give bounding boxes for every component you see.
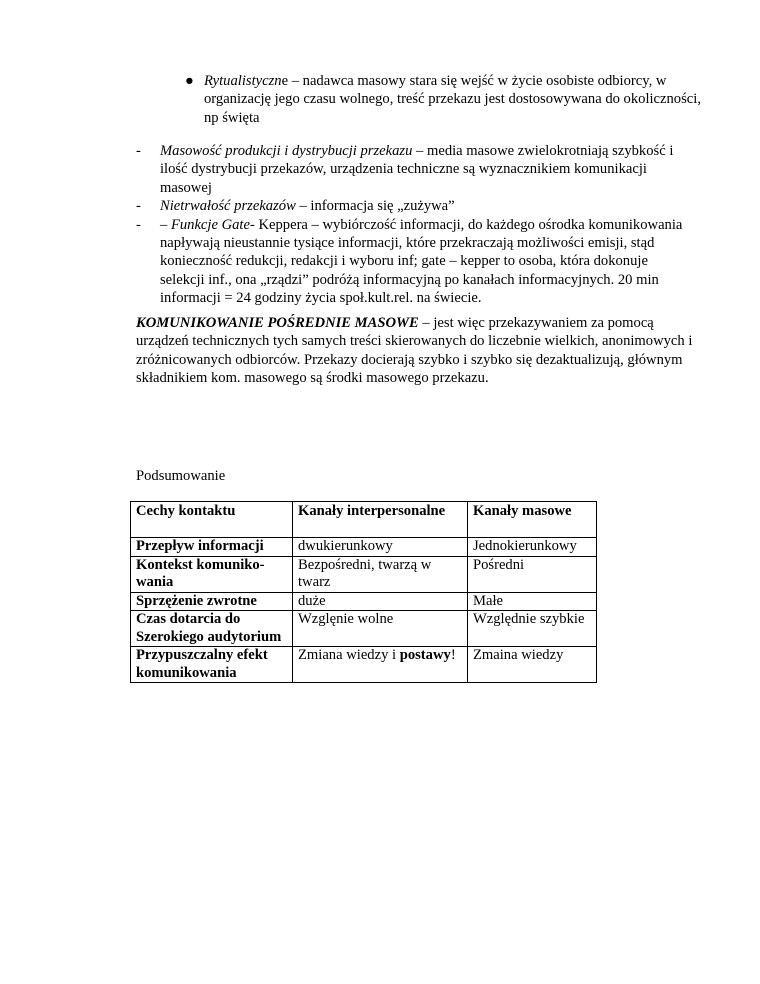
dash-marker: -	[136, 216, 141, 233]
table-row	[131, 556, 597, 592]
dash-marker: -	[136, 198, 141, 215]
interpersonal-text: Zmiana wiedzy i	[298, 647, 400, 663]
interpersonal-bold-text: postawy	[399, 647, 451, 663]
table-header-row	[131, 502, 597, 538]
table-row	[131, 538, 597, 557]
list-item-text: – informacja się „zużywa”	[295, 198, 455, 215]
list-item-term: Masowość produkcji i dystrybucji przekazu	[160, 143, 413, 159]
interpersonal-suffix: !	[450, 647, 456, 663]
bullet-item-rytualistyczne	[185, 72, 704, 127]
feature-cell: Przypuszczalny efekt komunikowania	[131, 647, 293, 683]
list-item-term: – Funkcje Gate-	[160, 216, 255, 233]
list-item-term: Nietrwałość przekazów	[160, 198, 296, 215]
header-cell-features: Cechy kontaktu	[131, 502, 293, 538]
interpersonal-cell: Wzglęnie wolne	[293, 611, 468, 647]
feature-list	[136, 142, 696, 308]
mass-cell: Małe	[468, 592, 597, 611]
list-item-text: Keppera – wybiórczość informacji, do każdego ośrodka komunikowania napływają nieustannie tysiące informacji, które przekraczają możliwości emisji, stąd konieczność redukcji, redakcji i wyboru inf; gate – kepper to osoba, która dokonuje selekcji inf., ona „rządzi” podróżą informacyjną po kanałach informacyjnych. 20 min informacji = 24 godziny życia społ.kult.rel. na świecie.	[160, 216, 683, 307]
table-row	[131, 611, 597, 647]
summary-table	[130, 501, 597, 683]
mass-term: KOMUNIKOWANIE POŚREDNIE MASOWE	[136, 315, 419, 331]
feature-cell: Sprzężenie zwrotne	[131, 592, 293, 611]
bullet-term-suffix: e	[281, 73, 289, 89]
mass-communication-paragraph	[136, 314, 696, 388]
bullet-term: Rytualistyczn	[204, 73, 282, 89]
header-cell-mass: Kanały masowe	[468, 502, 597, 538]
interpersonal-cell: dwukierunkowy	[293, 538, 468, 557]
dash-marker: -	[136, 143, 141, 159]
list-item-text: – media masowe zwielokrotniają szybkość i ilość dystrybucji przekazów, urządzenia techniczne są wyznacznikiem komunikacji masowej	[160, 143, 674, 196]
list-item-masowosc	[136, 142, 696, 197]
mass-cell: Względnie szybkie	[468, 611, 597, 647]
feature-cell: Kontekst komuniko-wania	[131, 556, 293, 592]
table-row	[131, 647, 597, 683]
feature-cell: Przepływ informacji	[131, 538, 293, 557]
feature-cell: Czas dotarcia do Szerokiego audytorium	[131, 611, 293, 647]
interpersonal-cell	[293, 647, 468, 683]
mass-cell: Pośredni	[468, 556, 597, 592]
bullet-text: – nadawca masowy stara się wejść w życie osobiste odbiorcy, w organizację jego czasu wolnego, treść przekazu jest dostosowywana do okoliczności, np święta	[204, 73, 701, 126]
bullet-dot: ●	[185, 73, 194, 89]
interpersonal-cell: duże	[293, 592, 468, 611]
mass-cell: Jednokierunkowy	[468, 538, 597, 557]
summary-heading: Podsumowanie	[136, 468, 226, 484]
table-row	[131, 592, 597, 611]
interpersonal-cell: Bezpośredni, twarzą w twarz	[293, 556, 468, 592]
header-cell-interpersonal: Kanały interpersonalne	[293, 502, 468, 538]
mass-cell: Zmaina wiedzy	[468, 647, 597, 683]
list-item-funkcje-gate	[136, 216, 696, 308]
mass-text: – jest więc przekazywaniem za pomocą urządzeń technicznych tych samych treści skierowanych do liczebnie wielkich, anonimowych i zróżnicowanych odbiorców. Przekazy docierają szybko i szybko się dezaktualizują, głównym składnikiem kom. masowego są środki masowego przekazu.	[136, 315, 693, 387]
list-item-nietrwalosc	[136, 197, 696, 215]
